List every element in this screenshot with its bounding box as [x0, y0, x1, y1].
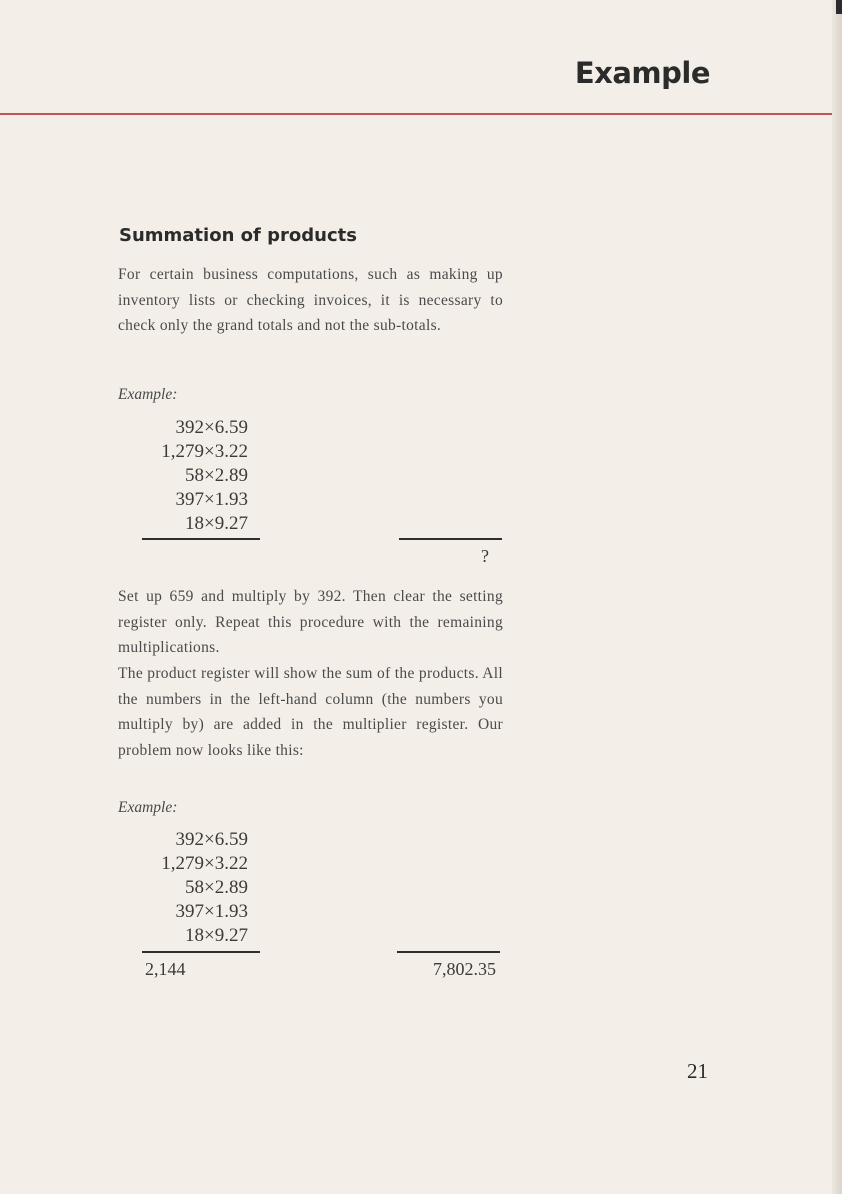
example-1-left-rule	[142, 538, 260, 540]
intro-paragraph-text: For certain business computations, such as making up inventory lists or checking invoices, it is necessary to check only the grand totals and not the sub-totals.	[118, 266, 503, 334]
example-1-row: 58×2.89	[185, 465, 248, 486]
example-2-row: 397×1.93	[175, 901, 248, 922]
page-number: 21	[687, 1059, 708, 1083]
middle-paragraph-1-text: Set up 659 and multiply by 392. Then clear the setting register only. Repeat this procedure with the remaining multiplications.	[118, 588, 503, 656]
example-1-row: 397×1.93	[175, 489, 248, 510]
middle-paragraph-2	[118, 661, 503, 763]
page-edge	[832, 0, 842, 1194]
corner-mark	[836, 0, 842, 14]
example-1-row: 1,279×3.22	[161, 441, 248, 462]
example-1-right-result: ?	[481, 546, 489, 566]
middle-paragraph-2-text: The product register will show the sum of the products. All the numbers in the left-hand column (the numbers you multiply by) are added in the multiplier register. Our problem now looks like this:	[118, 665, 503, 759]
example-2-right-result: 7,802.35	[433, 959, 496, 979]
page-header-title: Example	[574, 56, 710, 90]
example-1-row: 392×6.59	[175, 417, 248, 438]
example-2-row: 392×6.59	[175, 829, 248, 850]
example-2-left-rule	[142, 951, 260, 953]
middle-paragraph-1	[118, 584, 503, 661]
example-2-right-rule	[397, 951, 500, 953]
example-2-row: 58×2.89	[185, 877, 248, 898]
example-2-row: 1,279×3.22	[161, 853, 248, 874]
intro-paragraph	[118, 262, 503, 339]
example-1-row: 18×9.27	[185, 513, 248, 534]
example-2-label: Example:	[118, 799, 178, 816]
section-title: Summation of products	[119, 225, 357, 246]
example-1-label: Example:	[118, 386, 178, 403]
example-1-right-rule	[399, 538, 502, 540]
header-rule	[0, 113, 832, 115]
example-2-row: 18×9.27	[185, 925, 248, 946]
example-2-left-result: 2,144	[145, 959, 186, 979]
